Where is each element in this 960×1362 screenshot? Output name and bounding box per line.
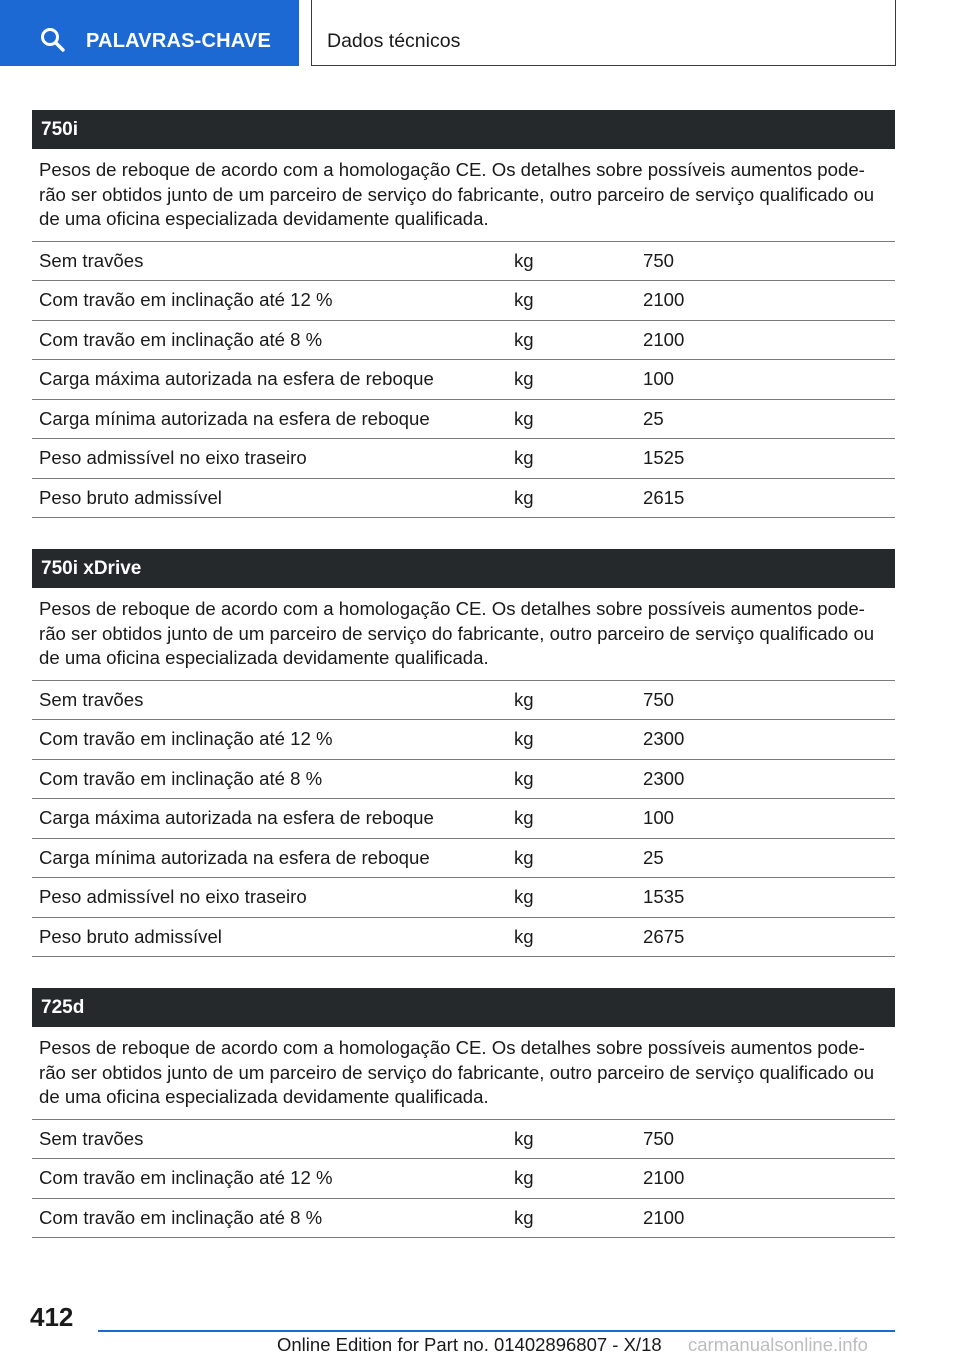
cell-label: Peso bruto admissível — [39, 925, 222, 947]
cell-value: 25 — [643, 846, 664, 868]
cell-unit: kg — [514, 846, 534, 868]
watermark: carmanualsonline.info — [688, 1334, 868, 1355]
table-row — [32, 439, 895, 479]
table-row — [32, 799, 895, 839]
table-row — [32, 760, 895, 800]
cell-label: Carga máxima autorizada na esfera de reboque — [39, 807, 434, 829]
cell-label: Com travão em inclinação até 12 % — [39, 1167, 333, 1189]
table-row — [32, 681, 895, 721]
table-row — [32, 1199, 895, 1239]
section-description: Pesos de reboque de acordo com a homologação CE. Os detalhes sobre possíveis aumentos pode-rão ser obtidos junto de um parceiro de serviço do fabricante, outro parceiro de serviço qualificado ou de uma oficina especializada devidamente qualificada. — [32, 149, 895, 242]
cell-unit: kg — [514, 886, 534, 908]
cell-unit: kg — [514, 249, 534, 271]
cell-label: Carga mínima autorizada na esfera de reboque — [39, 846, 430, 868]
table-row — [32, 360, 895, 400]
cell-unit: kg — [514, 407, 534, 429]
cell-label: Com travão em inclinação até 12 % — [39, 289, 333, 311]
cell-unit: kg — [514, 486, 534, 508]
spec-section — [32, 110, 895, 518]
cell-unit: kg — [514, 767, 534, 789]
table-row — [32, 839, 895, 879]
cell-value: 25 — [643, 407, 664, 429]
table-row — [32, 321, 895, 361]
spec-section — [32, 549, 895, 957]
section-description: Pesos de reboque de acordo com a homologação CE. Os detalhes sobre possíveis aumentos pode-rão ser obtidos junto de um parceiro de serviço do fabricante, outro parceiro de serviço qualificado ou de uma oficina especializada devidamente qualificada. — [32, 1027, 895, 1120]
cell-label: Com travão em inclinação até 8 % — [39, 328, 323, 350]
cell-unit: kg — [514, 1206, 534, 1228]
cell-value: 2300 — [643, 767, 685, 789]
edition-text: Online Edition for Part no. 01402896807 - X/18 — [277, 1334, 662, 1355]
table-row — [32, 242, 895, 282]
table-row — [32, 479, 895, 519]
cell-value: 100 — [643, 807, 675, 829]
page-number: 412 — [30, 1302, 74, 1332]
table-row — [32, 918, 895, 958]
spec-section — [32, 988, 895, 1238]
cell-value: 100 — [643, 368, 675, 390]
cell-label: Com travão em inclinação até 12 % — [39, 728, 333, 750]
cell-value: 1525 — [643, 447, 685, 469]
cell-label: Carga máxima autorizada na esfera de reboque — [39, 368, 434, 390]
table-row — [32, 400, 895, 440]
search-icon — [40, 27, 66, 53]
cell-unit: kg — [514, 368, 534, 390]
cell-value: 2300 — [643, 728, 685, 750]
cell-unit: kg — [514, 925, 534, 947]
table-row — [32, 1120, 895, 1160]
chapter-tab[interactable] — [311, 0, 896, 66]
chapter-title: Dados técnicos — [327, 30, 461, 52]
table-row — [32, 878, 895, 918]
cell-value: 2100 — [643, 1206, 685, 1228]
section-title: 750i xDrive — [32, 549, 895, 588]
cell-unit: kg — [514, 1127, 534, 1149]
table-row — [32, 281, 895, 321]
cell-value: 750 — [643, 1127, 675, 1149]
cell-label: Sem travões — [39, 688, 144, 710]
cell-unit: kg — [514, 328, 534, 350]
cell-label: Sem travões — [39, 1127, 144, 1149]
cell-value: 1535 — [643, 886, 685, 908]
cell-label: Com travão em inclinação até 8 % — [39, 1206, 323, 1228]
cell-label: Com travão em inclinação até 8 % — [39, 767, 323, 789]
cell-unit: kg — [514, 688, 534, 710]
cell-label: Carga mínima autorizada na esfera de reboque — [39, 407, 430, 429]
page-header — [0, 0, 960, 66]
cell-value: 750 — [643, 688, 675, 710]
cell-unit: kg — [514, 447, 534, 469]
cell-unit: kg — [514, 1167, 534, 1189]
cell-value: 2100 — [643, 289, 685, 311]
table-row — [32, 1159, 895, 1199]
cell-value: 2675 — [643, 925, 685, 947]
cell-label: Peso admissível no eixo traseiro — [39, 447, 307, 469]
section-title: 750i — [32, 110, 895, 149]
section-description: Pesos de reboque de acordo com a homologação CE. Os detalhes sobre possíveis aumentos pode-rão ser obtidos junto de um parceiro de serviço do fabricante, outro parceiro de serviço qualificado ou de uma oficina especializada devidamente qualificada. — [32, 588, 895, 681]
cell-label: Sem travões — [39, 249, 144, 271]
cell-unit: kg — [514, 728, 534, 750]
keywords-button[interactable] — [0, 0, 299, 66]
cell-value: 2100 — [643, 328, 685, 350]
footer-divider — [98, 1330, 895, 1332]
cell-label: Peso bruto admissível — [39, 486, 222, 508]
cell-value: 750 — [643, 249, 675, 271]
page-content — [32, 110, 895, 1269]
keywords-label: PALAVRAS-CHAVE — [86, 30, 272, 52]
table-row — [32, 720, 895, 760]
cell-unit: kg — [514, 289, 534, 311]
cell-value: 2615 — [643, 486, 685, 508]
section-title: 725d — [32, 988, 895, 1027]
cell-label: Peso admissível no eixo traseiro — [39, 886, 307, 908]
cell-unit: kg — [514, 807, 534, 829]
cell-value: 2100 — [643, 1167, 685, 1189]
